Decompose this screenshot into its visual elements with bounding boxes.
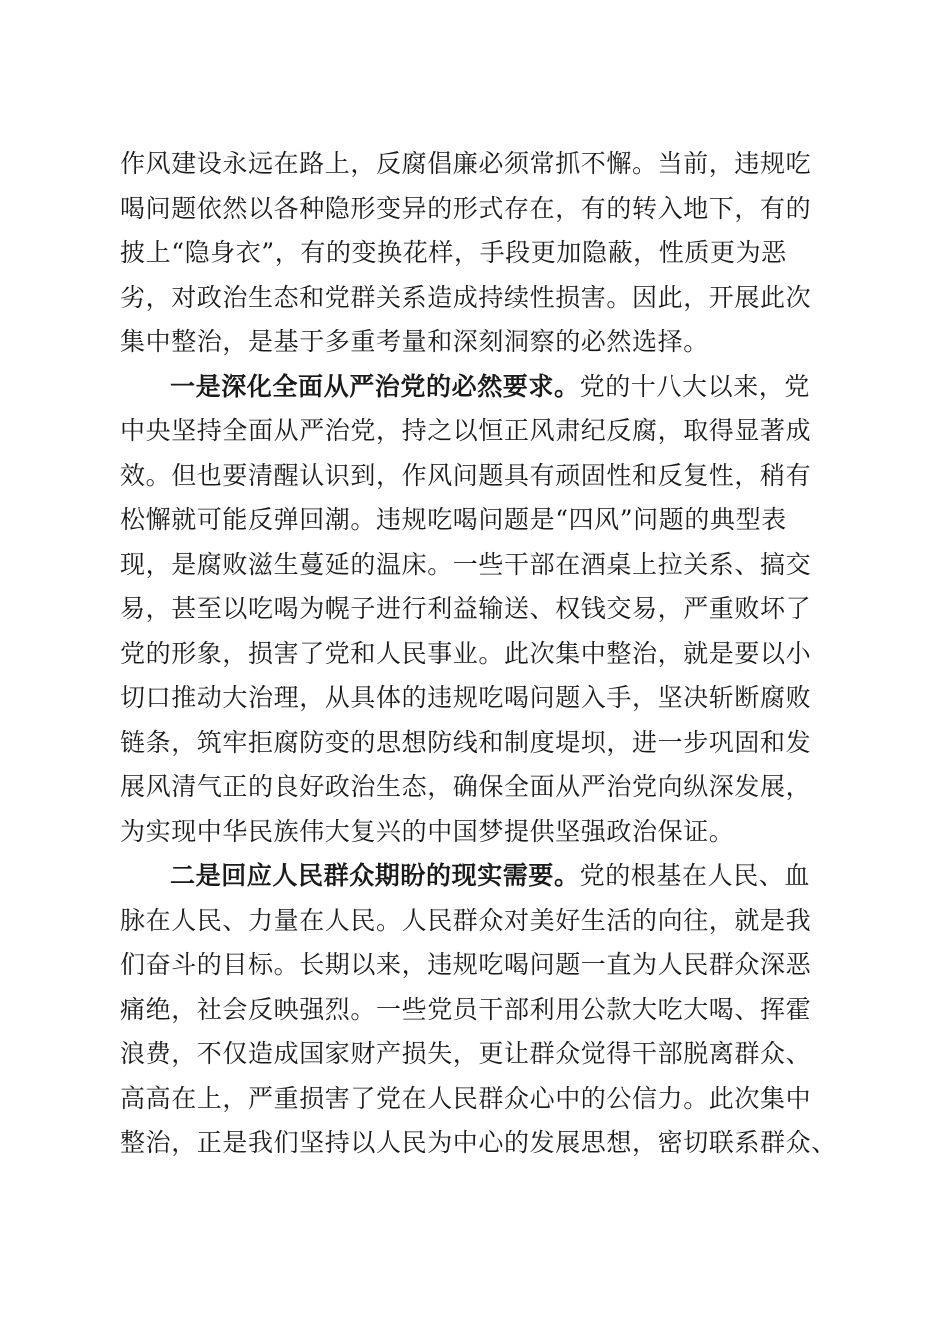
paragraph-2-line-2: 中央坚持全面从严治党，持之以恒正风肃纪反腐，取得显著成 [120,416,812,445]
paragraph-2-line-3: 效。但也要清醒认识到，作风问题具有顽固性和反复性，稍有 [120,460,812,490]
paragraph-3-line-3: 们奋斗的目标。长期以来，违规吃喝问题一直为人民群众深恶 [120,950,812,979]
paragraph-1-line-3: 披上“隐身衣”，有的变换花样，手段更加隐蔽，性质更为恶 [120,238,787,267]
paragraph-2-line-6: 易，甚至以吃喝为幌子进行利益输送、权钱交易，严重败坏了 [120,594,812,623]
paragraph-2-lead: 一是深化全面从严治党的必然要求。 [170,371,580,401]
paragraph-3-line-6: 高高在上，严重损害了党在人民群众心中的公信力。此次集中 [120,1083,812,1113]
paragraph-3-line-1-text: 党的根基在人民、血 [579,861,811,890]
paragraph-2-line-10: 展风清气正的良好政治生态，确保全面从严治党向纵深发展， [120,772,812,801]
paragraph-3-line-5: 浪费，不仅造成国家财产损失，更让群众觉得干部脱离群众、 [120,1039,812,1068]
paragraph-3-line-2: 脉在人民、力量在人民。人民群众对美好生活的向往，就是我 [120,905,812,935]
paragraph-2-line-7: 党的形象，损害了党和人民事业。此次集中整治，就是要以小 [120,638,812,668]
paragraph-2-line-4: 松懈就可能反弹回潮。违规吃喝问题是“四风”问题的典型表 [120,505,787,534]
paragraph-1-line-4: 劣，对政治生态和党群关系造成持续性损害。因此，开展此次 [120,282,812,312]
paragraph-2-line-5: 现，是腐败滋生蔓延的温床。一些干部在酒桌上拉关系、搞交 [120,549,812,579]
body-text [120,142,837,1166]
paragraph-1-line-1: 作风建设永远在路上，反腐倡廉必须常抓不懈。当前，违规吃 [120,149,812,178]
paragraph-2-line-1-text: 党的十八大以来，党 [579,371,811,401]
paragraph-3-line-7: 整治，正是我们坚持以人民为中心的发展思想，密切联系群众、 [120,1128,837,1157]
paragraph-3-line-1 [120,854,834,899]
paragraph-2-line-8: 切口推动大治理，从具体的违规吃喝问题入手，坚决斩断腐败 [120,683,812,712]
paragraph-1-line-5: 集中整治，是基于多重考量和深刻洞察的必然选择。 [120,327,709,356]
paragraph-1-line-2: 喝问题依然以各种隐形变异的形式存在，有的转入地下，有的 [120,193,812,223]
paragraph-3-line-4: 痛绝，社会反映强烈。一些党员干部利用公款大吃大喝、挥霍 [120,994,812,1024]
paragraph-2-line-9: 链条，筑牢拒腐防变的思想防线和制度堤坝，进一步巩固和发 [120,727,812,757]
paragraph-2-line-11: 为实现中华民族伟大复兴的中国梦提供坚强政治保证。 [120,816,735,846]
paragraph-2-line-1 [120,365,834,410]
paragraph-3-lead: 二是回应人民群众期盼的现实需要。 [170,861,580,890]
